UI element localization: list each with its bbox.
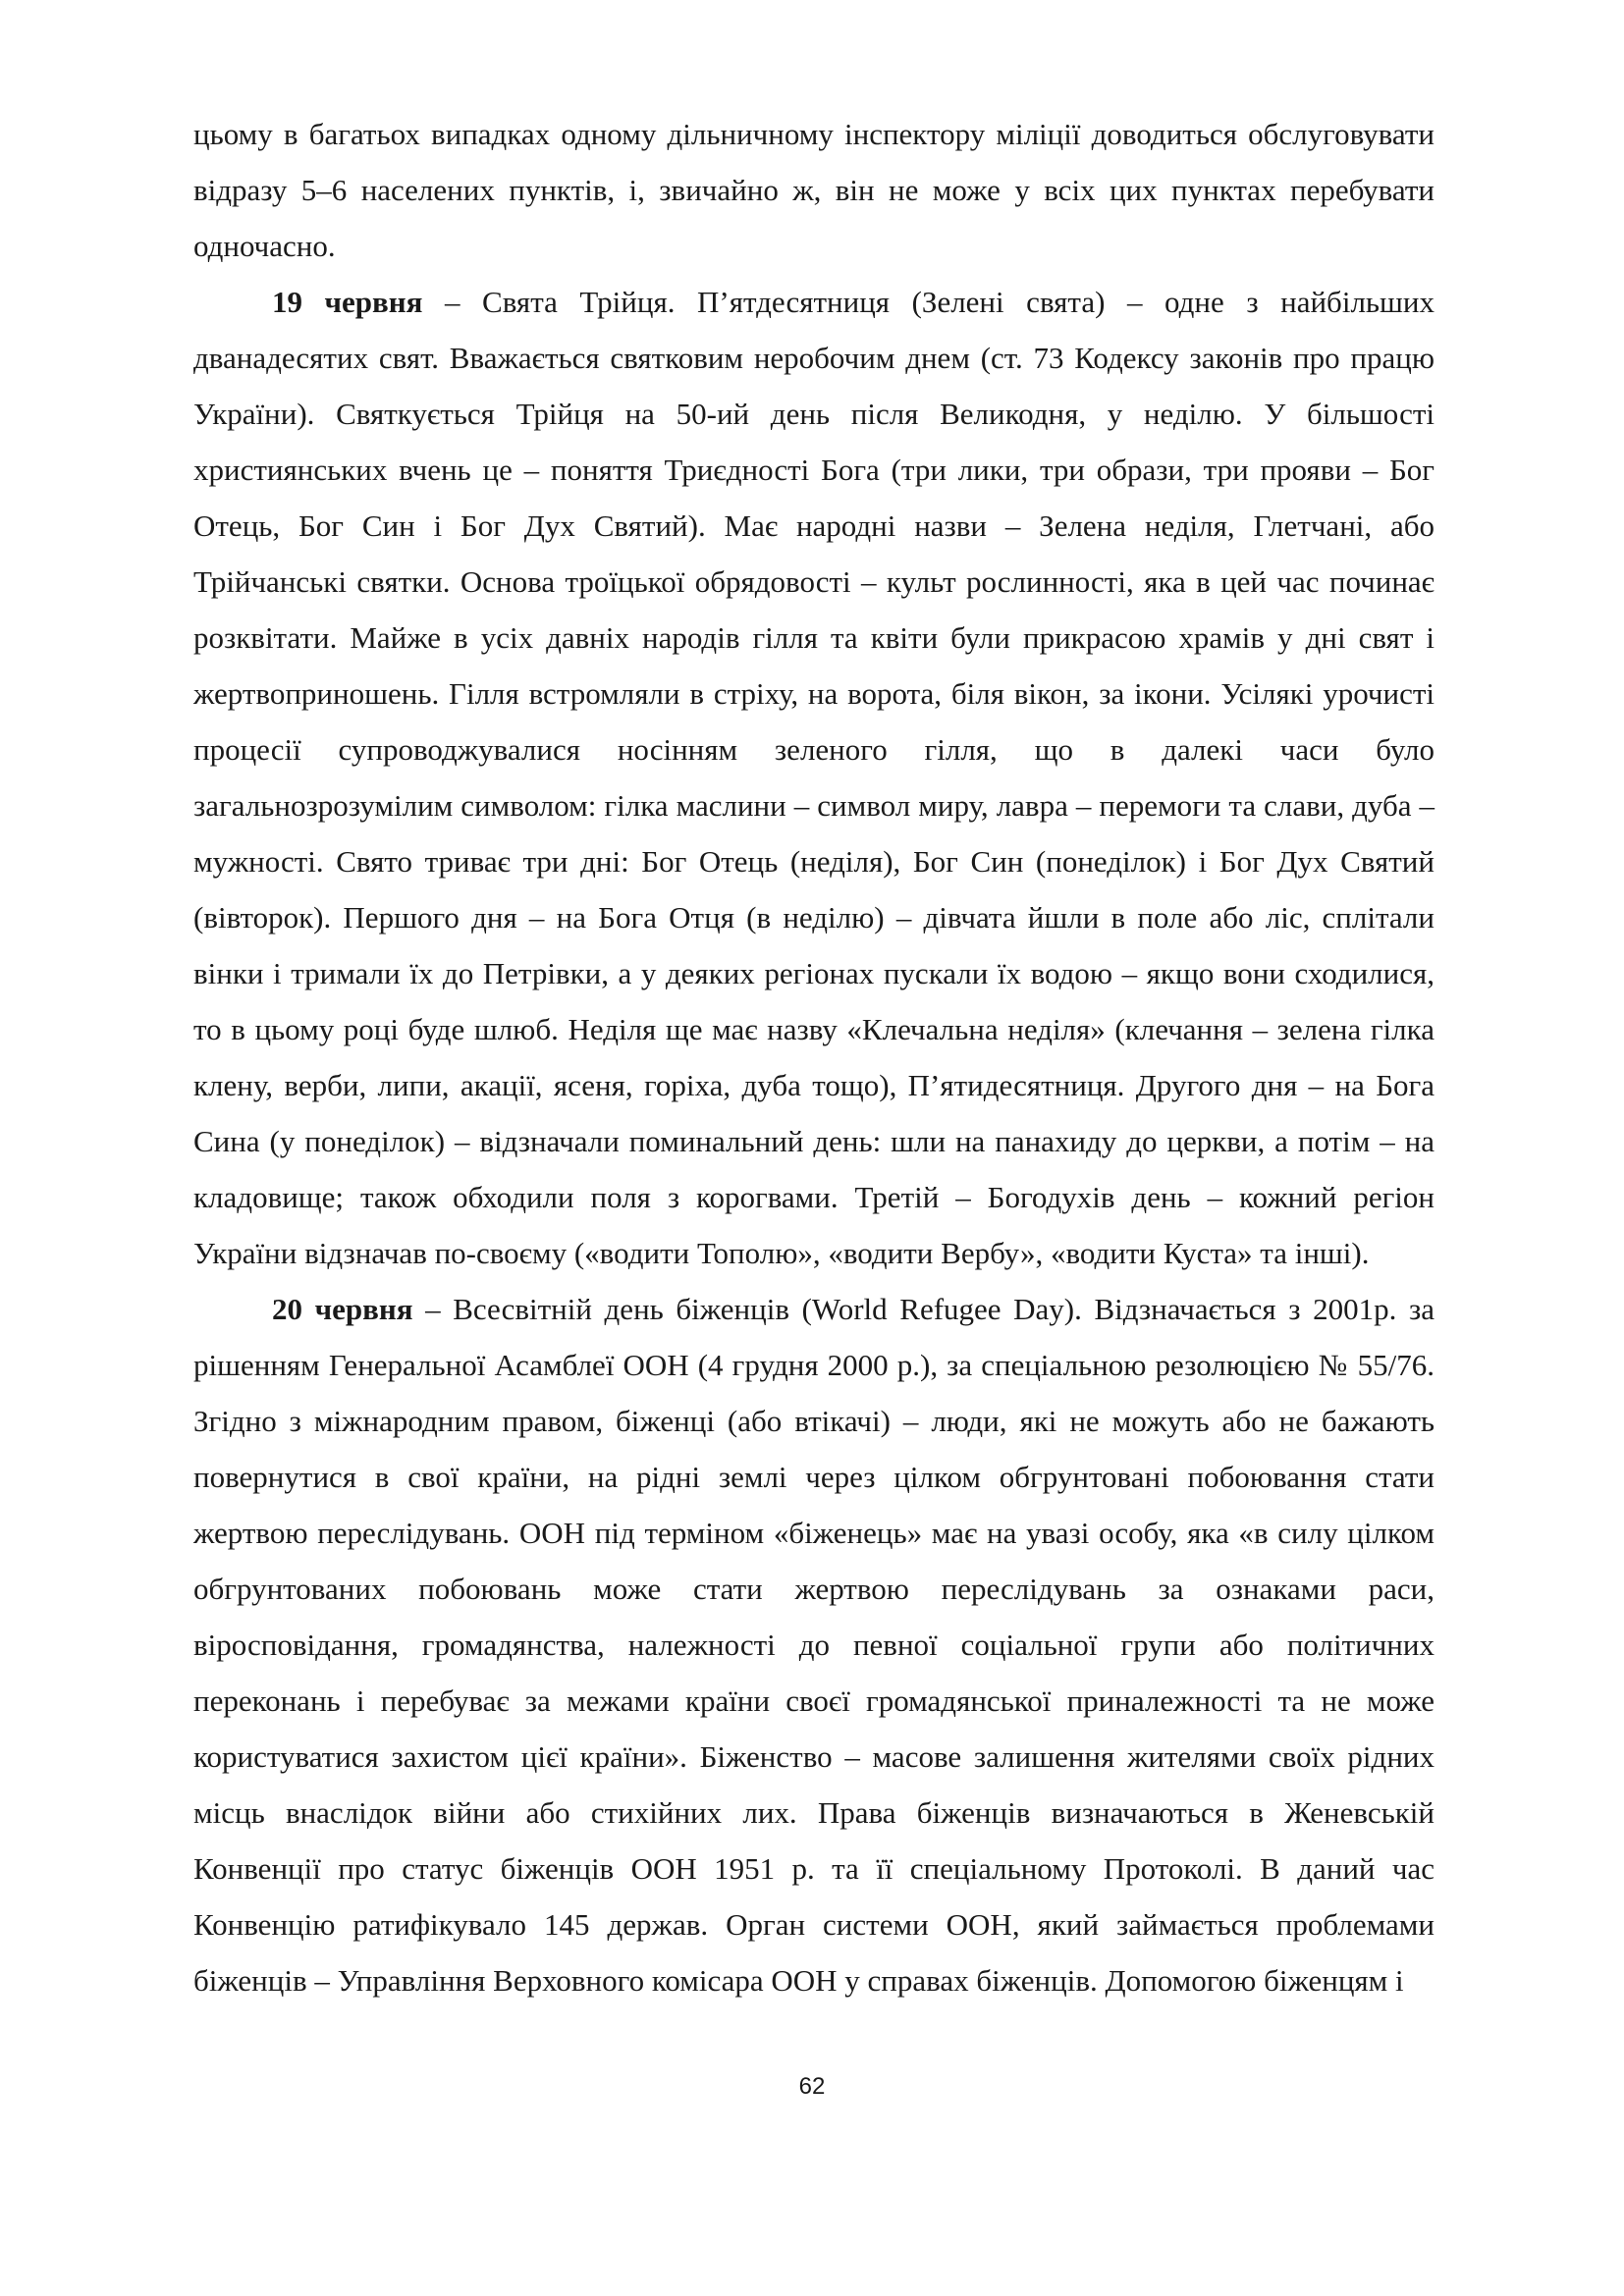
page-number: 62: [798, 2073, 826, 2100]
paragraph-refugee-day: [193, 1281, 1435, 2008]
paragraph-continuation: цьому в багатьох випадках одному дільничному інспектору міліції доводиться обслуговувати відразу 5–6 населених пунктів, і, звичайно ж, він не може у всіх цих пунктах перебувати одночасно.: [193, 117, 1435, 263]
date-june-20: 20 червня: [272, 1292, 413, 1326]
paragraph-refugee-day-text: – Всесвітній день біженців (World Refugee Day). Відзначається з 2001р. за рішенням Генеральної Асамблеї ООН (4 грудня 2000 р.), за спеціальною резолюцією № 55/76. Згідно з міжнародним правом, біженці (або втікачі) – люди, які не можуть або не бажають повернутися в свої країни, на рідні землі через цілком обгрунтовані побоювання стати жертвою переслідувань. ООН під терміном «біженець» має на увазі особу, яка «в силу цілком обгрунтованих побоювань може стати жертвою переслідувань за ознаками раси, віросповідання, громадянства, належності до певної соціальної групи або політичних переконань і перебуває за межами країни своєї громадянської приналежності та не може користуватися захистом цієї країни». Біженство – масове залишення жителями своїх рідних місць внаслідок війни або стихійних лих. Права біженців визначаються в Женевській Конвенції про статус біженців ООН 1951 р. та її спеціальному Протоколі. В даний час Конвенцію ратифікувало 145 держав. Орган системи ООН, який займається проблемами біженців – Управління Верховного комісара ООН у справах біженців. Допомогою біженцям і: [193, 1292, 1435, 1998]
paragraph-trinity-text: – Свята Трійця. П’ятдесятниця (Зелені свята) – одне з найбільших дванадесятих свят. Вважається святковим неробочим днем (ст. 73 Кодексу законів про працю України). Святкується Трійця на 50-ий день після Великодня, у неділю. У більшості християнських вчень це – поняття Триєдності Бога (три лики, три образи, три прояви – Бог Отець, Бог Син і Бог Дух Святий). Має народні назви – Зелена неділя, Глетчані, або Трійчанські святки. Основа троїцької обрядовості – культ рослинності, яка в цей час починає розквітати. Майже в усіх давніх народів гілля та квіти були прикрасою храмів у дні свят і жертвоприношень. Гілля встромляли в стріху, на ворота, біля вікон, за ікони. Усілякі урочисті процесії супроводжувалися носінням зеленого гілля, що в далекі часи було загальнозрозумілим символом: гілка маслини – символ миру, лавра – перемоги та слави, дуба – мужності. Свято триває три дні: Бог Отець (неділя), Бог Син (понеділок) і Бог Дух Святий (вівторок). Першого дня – на Бога Отця (в неділю) – дівчата йшли в поле або ліс, сплітали вінки і тримали їх до Петрівки, а у деяких регіонах пускали їх водою – якщо вони сходилися, то в цьому році буде шлюб. Неділя ще має назву «Клечальна неділя» (клечання – зелена гілка клену, верби, липи, акації, ясеня, горіха, дуба тощо), П’ятидесятниця. Другого дня – на Бога Сина (у понеділок) – відзначали поминальний день: шли на панахиду до церкви, а потім – на кладовище; також обходили поля з корогвами. Третій – Богодухів день – кожний регіон України відзначав по-своєму («водити Тополю», «водити Вербу», «водити Куста» та інші).: [193, 285, 1435, 1270]
paragraph-trinity: [193, 274, 1435, 1281]
date-june-19: 19 червня: [272, 285, 423, 319]
document-page: [193, 106, 1435, 2008]
